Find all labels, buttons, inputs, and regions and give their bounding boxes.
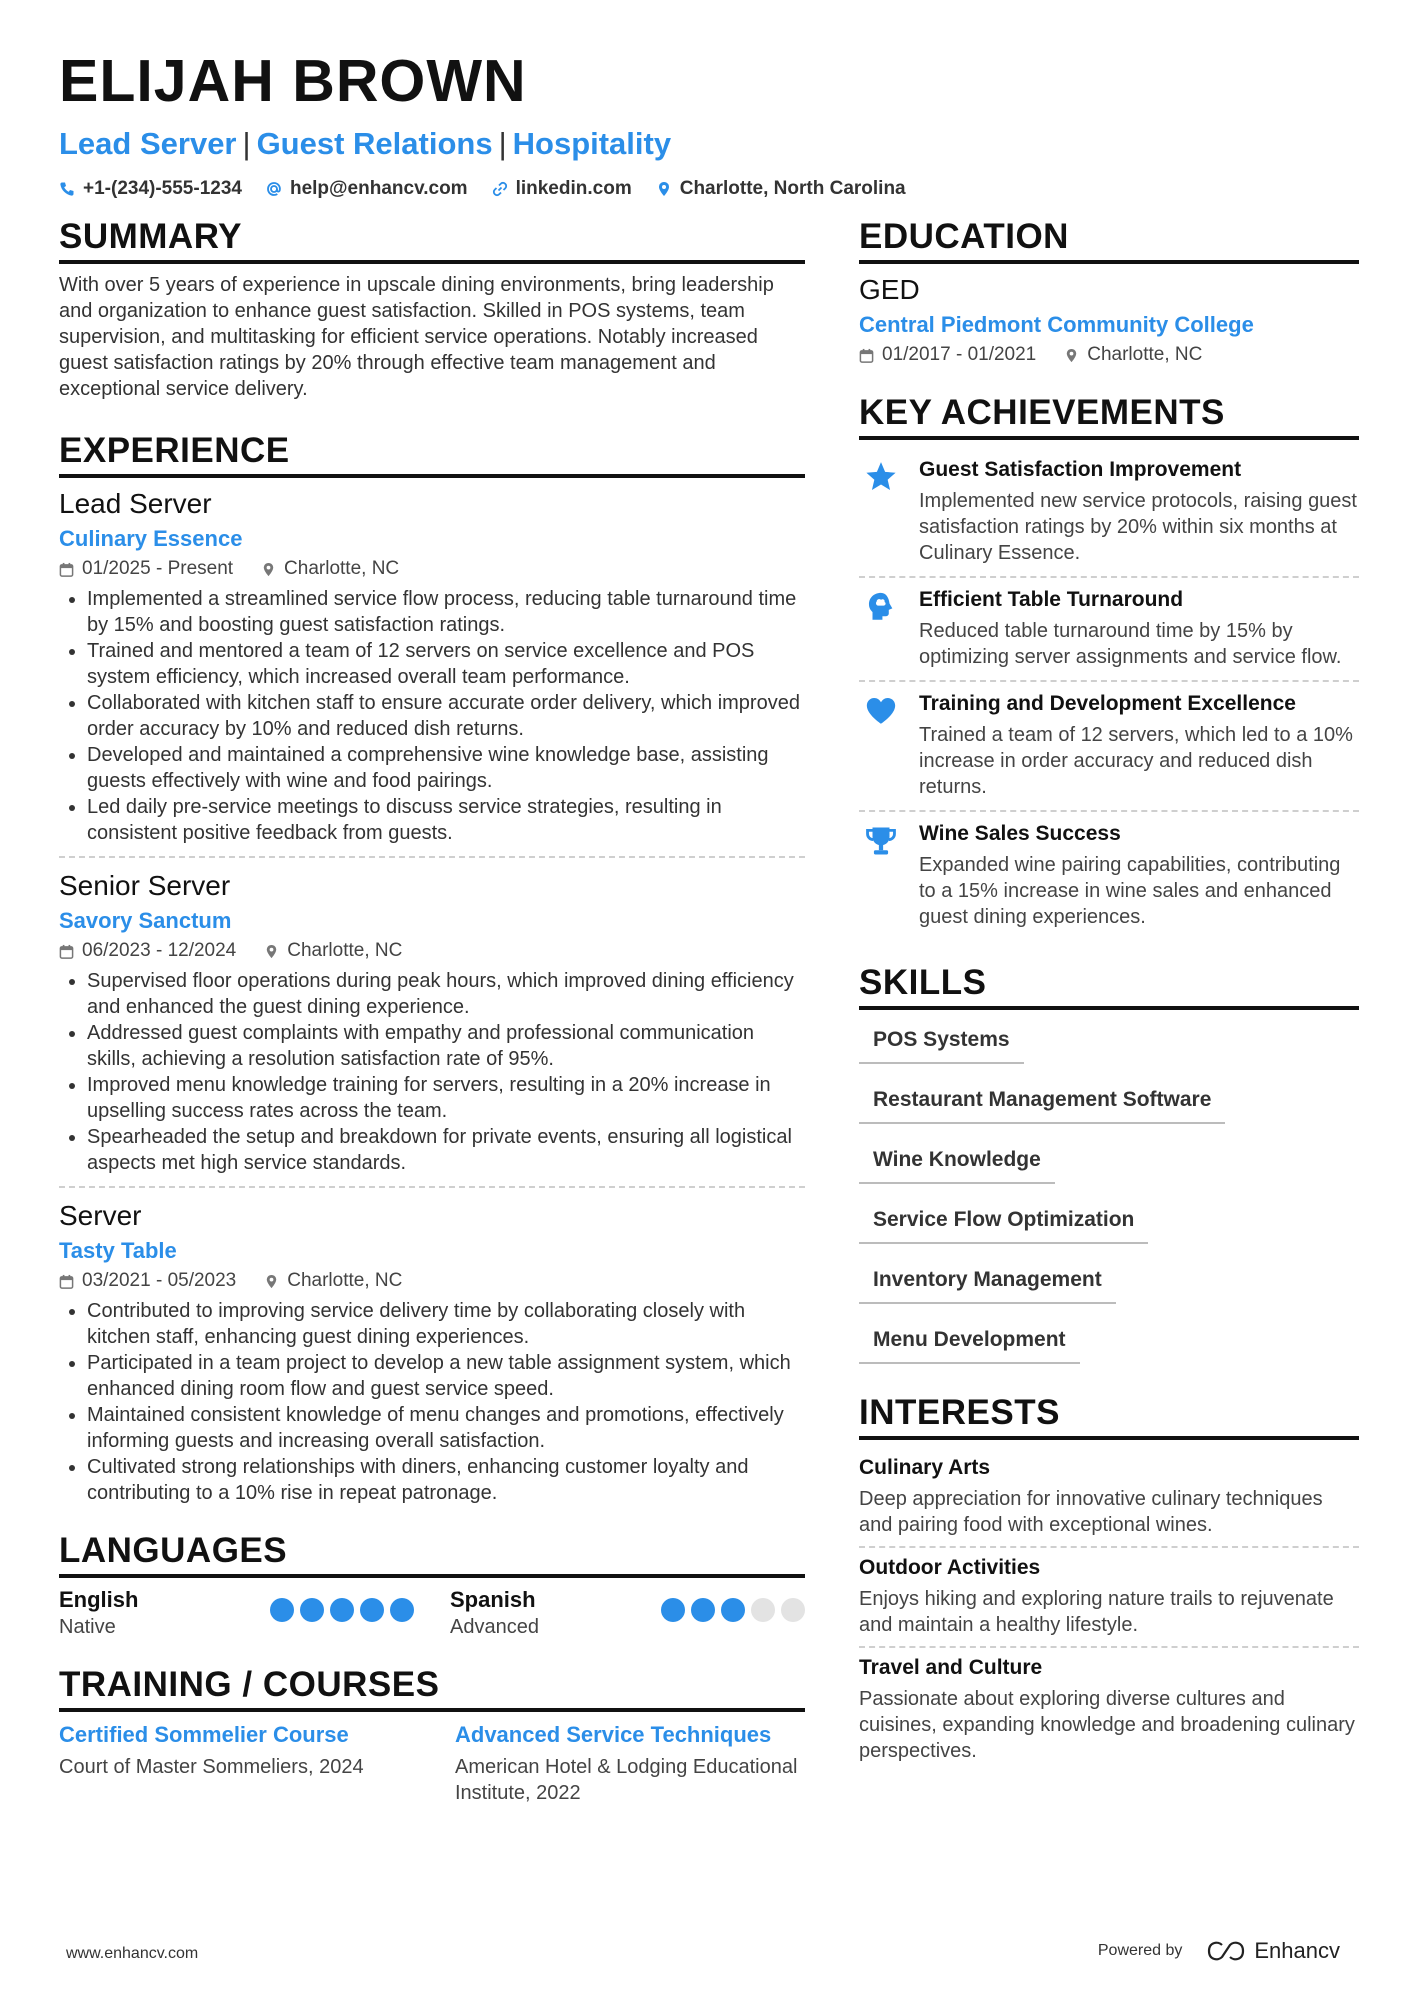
- achievements-section: [859, 392, 1359, 940]
- brain-icon: [864, 590, 898, 624]
- location-pin-icon: [1064, 348, 1079, 363]
- job-dates: [59, 1270, 236, 1292]
- proficiency-dots: [661, 1598, 805, 1622]
- job-entry: [59, 1198, 805, 1516]
- trophy-icon: [864, 824, 898, 858]
- phone-icon: [59, 181, 75, 197]
- interest-title: Culinary Arts: [859, 1456, 991, 1479]
- powered-by-label: Powered by: [1097, 1942, 1183, 1959]
- education-location: [1064, 344, 1202, 366]
- star-icon: [864, 460, 898, 494]
- interest-item: [859, 1548, 1359, 1648]
- education-heading: EDUCATION: [859, 216, 1359, 264]
- language-item: [450, 1586, 805, 1640]
- job-location-text: Charlotte, NC: [287, 940, 403, 961]
- education-location-text: Charlotte, NC: [1087, 344, 1203, 365]
- achievement-item: [859, 812, 1359, 940]
- interests-heading: INTERESTS: [859, 1392, 1359, 1440]
- at-sign-icon: [266, 181, 282, 197]
- achievement-description: Reduced table turnaround time by 15% by optimizing server assignments and service flow.: [919, 620, 1342, 668]
- link-icon: [492, 181, 508, 197]
- job-bullet: • Addressed guest complaints with empathy and professional communication skills, achieving a resolution satisfaction rate of 95%.: [87, 1020, 805, 1072]
- achievement-icon-wrap: [859, 586, 903, 670]
- proficiency-dot: [661, 1598, 685, 1622]
- job-bullet: • Participated in a team project to develop a new table assignment system, which enhanced dining room flow and guest service speed.: [87, 1350, 805, 1402]
- calendar-icon: [59, 562, 74, 577]
- interest-title: Travel and Culture: [859, 1656, 1043, 1679]
- job-entry: [59, 868, 805, 1188]
- experience-heading: EXPERIENCE: [59, 430, 805, 478]
- language-item: [59, 1586, 414, 1640]
- proficiency-dot: [300, 1598, 324, 1622]
- school-name: Central Piedmont Community College: [859, 312, 1254, 337]
- job-bullets: [59, 586, 805, 846]
- job-dates: [59, 940, 236, 962]
- proficiency-dot: [751, 1598, 775, 1622]
- course-title: Advanced Service Techniques: [455, 1722, 772, 1747]
- achievement-title: Training and Development Excellence: [919, 692, 1296, 715]
- proficiency-dot: [330, 1598, 354, 1622]
- interest-item: [859, 1448, 1359, 1548]
- languages-heading: LANGUAGES: [59, 1530, 805, 1578]
- headline-separator: |: [242, 126, 251, 161]
- brand-logo[interactable]: [1206, 1938, 1340, 1964]
- enhancv-logo-icon: [1206, 1940, 1246, 1962]
- education-dates-text: 01/2017 - 01/2021: [882, 344, 1037, 365]
- skills-section: [859, 962, 1359, 1364]
- achievement-description: Trained a team of 12 servers, which led to a 10% increase in order accuracy and reduced dish returns.: [919, 724, 1353, 798]
- skill-tag: Inventory Management: [859, 1258, 1116, 1304]
- summary-section: [59, 216, 805, 402]
- education-meta: [859, 344, 1359, 366]
- left-column: [59, 216, 805, 1806]
- course-item: [455, 1720, 805, 1806]
- job-title: Lead Server: [59, 488, 212, 519]
- company-name: Savory Sanctum: [59, 908, 232, 933]
- achievement-item: [859, 448, 1359, 578]
- job-entry: [59, 486, 805, 858]
- phone-number: +1-(234)-555-1234: [83, 178, 242, 199]
- interest-description: Passionate about exploring diverse cultures and cuisines, expanding knowledge and broadening culinary perspectives.: [859, 1688, 1355, 1762]
- skills-heading: SKILLS: [859, 962, 1359, 1010]
- summary-text: With over 5 years of experience in upscale dining environments, bring leadership and organization to enhance guest satisfaction. Skilled in POS systems, team supervision, and multitasking for efficient service operations. Notably increased guest satisfaction ratings by 20% through effective team management and exceptional service delivery.: [59, 274, 774, 400]
- linkedin-link: linkedin.com: [515, 178, 632, 199]
- training-heading: TRAINING / COURSES: [59, 1664, 805, 1712]
- job-location-text: Charlotte, NC: [284, 558, 400, 579]
- job-bullet: • Collaborated with kitchen staff to ensure accurate order delivery, which improved order accuracy by 10% and reduced dish returns.: [87, 690, 805, 742]
- headline-focus: Guest Relations: [256, 126, 493, 161]
- job-location-text: Charlotte, NC: [287, 1270, 403, 1291]
- candidate-name: ELIJAH BROWN: [59, 48, 527, 114]
- heart-icon: [864, 694, 898, 728]
- education-section: [859, 216, 1359, 366]
- summary-heading: SUMMARY: [59, 216, 805, 264]
- contact-bar: [59, 178, 1359, 200]
- course-description: American Hotel & Lodging Educational Institute, 2022: [455, 1756, 798, 1804]
- skill-tag: Service Flow Optimization: [859, 1198, 1148, 1244]
- proficiency-dot: [390, 1598, 414, 1622]
- headline: [59, 126, 1359, 162]
- interest-description: Deep appreciation for innovative culinary techniques and pairing food with exceptional wines.: [859, 1488, 1323, 1536]
- job-meta: [59, 558, 805, 580]
- proficiency-dot: [721, 1598, 745, 1622]
- job-meta: [59, 1270, 805, 1292]
- interest-item: [859, 1648, 1359, 1772]
- achievement-icon-wrap: [859, 456, 903, 566]
- skill-tag: POS Systems: [859, 1018, 1024, 1064]
- headline-separator: |: [498, 126, 507, 161]
- achievement-item: [859, 682, 1359, 812]
- course-item: [59, 1720, 409, 1806]
- job-bullet: • Contributed to improving service delivery time by collaborating closely with kitchen staff, enhancing guest dining experiences.: [87, 1298, 805, 1350]
- headline-role: Lead Server: [59, 126, 237, 161]
- interests-section: [859, 1392, 1359, 1772]
- job-dates: [59, 558, 233, 580]
- languages-section: [59, 1530, 805, 1640]
- job-bullets: [59, 1298, 805, 1506]
- interest-title: Outdoor Activities: [859, 1556, 1041, 1579]
- job-bullet: • Supervised floor operations during peak hours, which improved dining efficiency and enhanced the guest dining experience.: [87, 968, 805, 1020]
- job-bullet: • Trained and mentored a team of 12 servers on service excellence and POS system efficiency, which increased overall team performance.: [87, 638, 805, 690]
- achievement-title: Guest Satisfaction Improvement: [919, 458, 1242, 481]
- resume-header: [59, 46, 1359, 200]
- job-bullet: • Maintained consistent knowledge of menu changes and promotions, effectively informing guests and increasing overall satisfaction.: [87, 1402, 805, 1454]
- job-bullet: • Led daily pre-service meetings to discuss service strategies, resulting in consistent positive feedback from guests.: [87, 794, 805, 846]
- achievement-description: Expanded wine pairing capabilities, contributing to a 15% increase in wine sales and enhanced guest dining experiences.: [919, 854, 1341, 928]
- skill-tag: Restaurant Management Software: [859, 1078, 1225, 1124]
- calendar-icon: [59, 1274, 74, 1289]
- language-name: Spanish: [450, 1587, 536, 1612]
- job-bullets: [59, 968, 805, 1176]
- education-dates: [859, 344, 1036, 366]
- calendar-icon: [859, 348, 874, 363]
- right-column: [859, 216, 1359, 1772]
- achievement-description: Implemented new service protocols, raising guest satisfaction ratings by 20% within six months at Culinary Essence.: [919, 490, 1357, 564]
- company-name: Culinary Essence: [59, 526, 243, 551]
- proficiency-dot: [691, 1598, 715, 1622]
- language-level: Advanced: [450, 1616, 539, 1638]
- job-dates-text: 06/2023 - 12/2024: [82, 940, 237, 961]
- achievement-item: [859, 578, 1359, 682]
- course-description: Court of Master Sommeliers, 2024: [59, 1756, 364, 1778]
- achievement-title: Wine Sales Success: [919, 822, 1121, 845]
- brand-name: Enhancv: [1254, 1938, 1340, 1963]
- job-dates-text: 03/2021 - 05/2023: [82, 1270, 237, 1291]
- achievement-title: Efficient Table Turnaround: [919, 588, 1184, 611]
- calendar-icon: [59, 944, 74, 959]
- contact-location: [656, 178, 906, 200]
- job-bullet: • Implemented a streamlined service flow process, reducing table turnaround time by 15% and boosting guest satisfaction ratings.: [87, 586, 805, 638]
- training-section: [59, 1664, 805, 1806]
- experience-section: [59, 430, 805, 1516]
- location-pin-icon: [261, 562, 276, 577]
- achievements-heading: KEY ACHIEVEMENTS: [859, 392, 1359, 440]
- company-name: Tasty Table: [59, 1238, 177, 1263]
- language-level: Native: [59, 1616, 116, 1638]
- footer-website[interactable]: www.enhancv.com: [66, 1945, 199, 1962]
- job-bullet: • Improved menu knowledge training for servers, resulting in a 20% increase in upselling success rates across the team.: [87, 1072, 805, 1124]
- language-name: English: [59, 1587, 139, 1612]
- location-text: Charlotte, North Carolina: [679, 178, 906, 199]
- job-dates-text: 01/2025 - Present: [82, 558, 234, 579]
- achievement-icon-wrap: [859, 690, 903, 800]
- location-pin-icon: [264, 1274, 279, 1289]
- location-pin-icon: [656, 181, 672, 197]
- skill-tag: Wine Knowledge: [859, 1138, 1055, 1184]
- proficiency-dot: [360, 1598, 384, 1622]
- job-bullet: • Spearheaded the setup and breakdown for private events, ensuring all logistical aspects met high service standards.: [87, 1124, 805, 1176]
- job-location: [264, 940, 402, 962]
- interest-description: Enjoys hiking and exploring nature trails to rejuvenate and maintain a healthy lifestyle.: [859, 1588, 1334, 1636]
- proficiency-dot: [781, 1598, 805, 1622]
- achievement-icon-wrap: [859, 820, 903, 930]
- footer-branding: [1098, 1938, 1340, 1964]
- job-location: [261, 558, 399, 580]
- languages-list: [59, 1586, 805, 1640]
- headline-industry: Hospitality: [512, 126, 672, 161]
- contact-phone[interactable]: [59, 178, 242, 200]
- location-pin-icon: [264, 944, 279, 959]
- job-meta: [59, 940, 805, 962]
- courses-list: [59, 1720, 805, 1806]
- job-bullet: • Cultivated strong relationships with diners, enhancing customer loyalty and contributing to a 10% rise in repeat patronage.: [87, 1454, 805, 1506]
- email-address: help@enhancv.com: [289, 178, 468, 199]
- job-title: Server: [59, 1200, 142, 1231]
- contact-linkedin[interactable]: [492, 178, 632, 200]
- job-title: Senior Server: [59, 870, 231, 901]
- job-bullet: • Developed and maintained a comprehensive wine knowledge base, assisting guests effectively with wine and food pairings.: [87, 742, 805, 794]
- proficiency-dots: [270, 1598, 414, 1622]
- job-location: [264, 1270, 402, 1292]
- contact-email[interactable]: [266, 178, 468, 200]
- degree: GED: [859, 274, 920, 305]
- course-title: Certified Sommelier Course: [59, 1722, 349, 1747]
- skill-tag: Menu Development: [859, 1318, 1080, 1364]
- proficiency-dot: [270, 1598, 294, 1622]
